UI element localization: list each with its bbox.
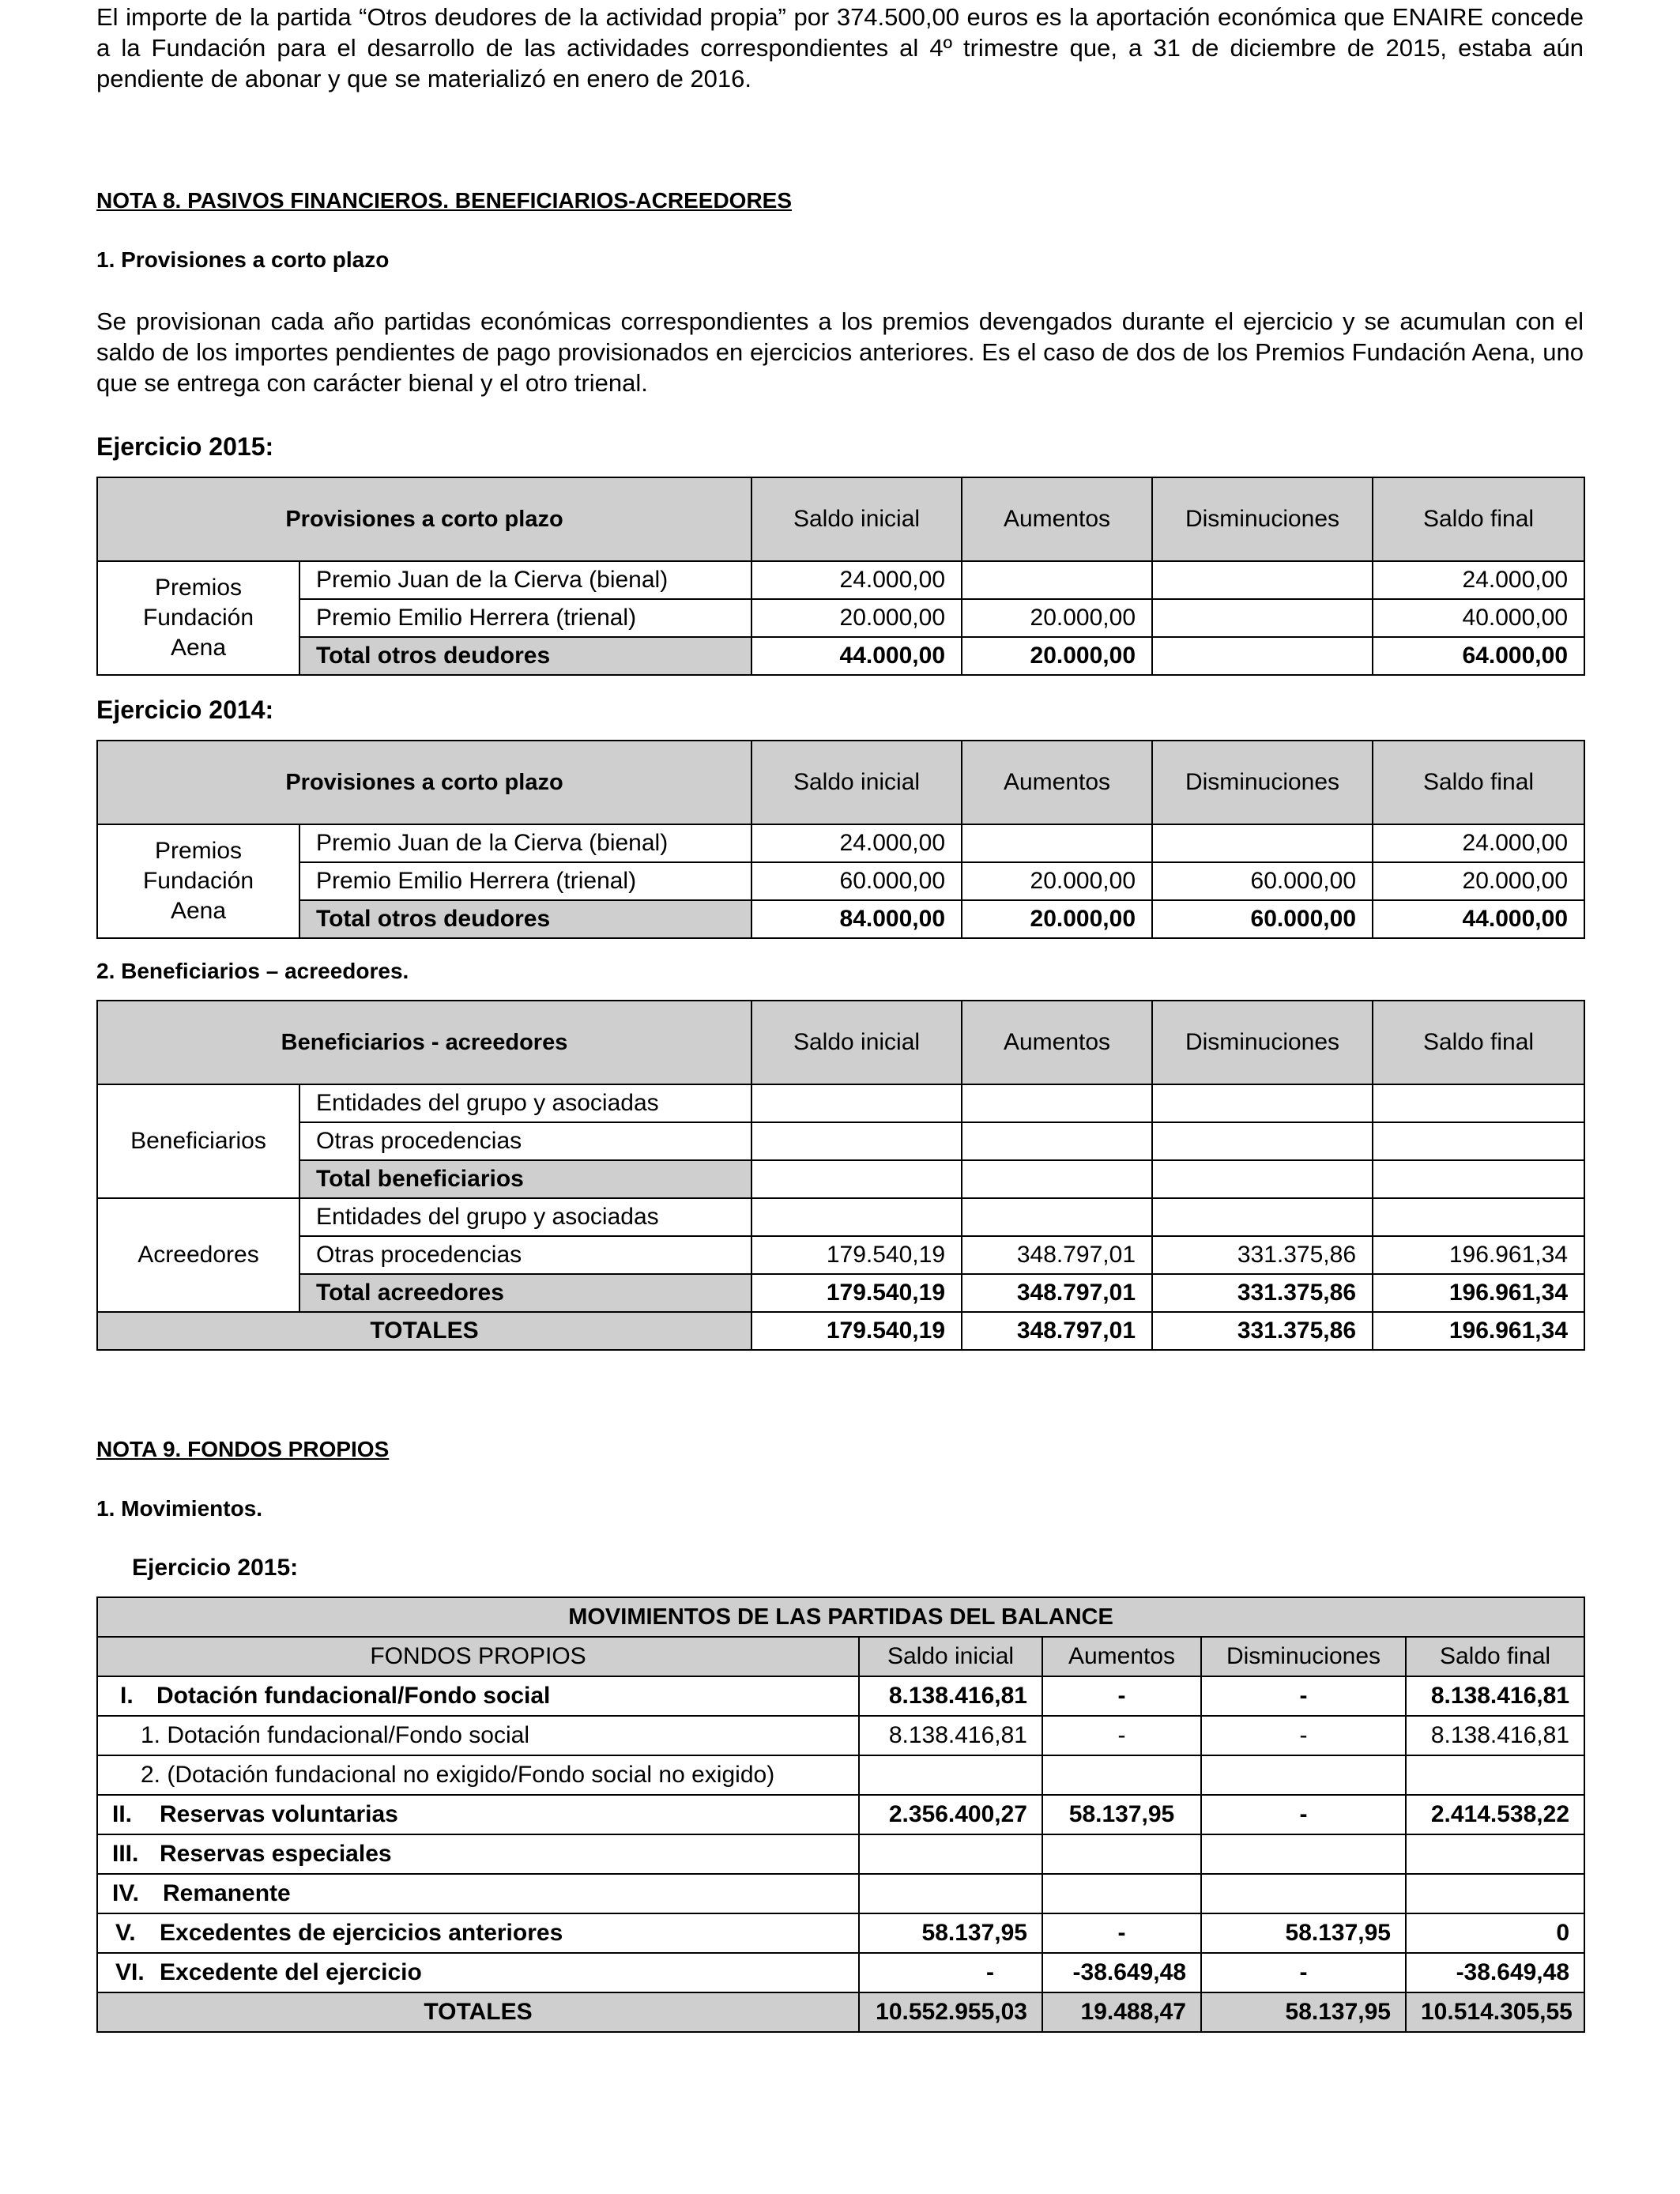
total-saldo-final: 10.514.305,55 xyxy=(1406,1992,1584,2032)
cell-aumentos xyxy=(962,1122,1152,1160)
cell-disminuciones xyxy=(1152,1084,1373,1122)
fondos-propios-table xyxy=(96,1596,1585,2033)
prov-header-disminuciones: Disminuciones xyxy=(1152,477,1373,561)
row-label-text: Reservas especiales xyxy=(160,1841,392,1867)
cell-saldo-final: 196.961,34 xyxy=(1373,1274,1584,1312)
cell-saldo-final: 64.000,00 xyxy=(1373,637,1584,675)
cell-disminuciones xyxy=(1152,1122,1373,1160)
cell-saldo-final xyxy=(1406,1755,1584,1795)
cell-disminuciones: 60.000,00 xyxy=(1152,900,1373,938)
provisiones-2014-table xyxy=(96,740,1585,939)
cell-saldo-inicial: 179.540,19 xyxy=(751,1274,962,1312)
table-row-label: Total otros deudores xyxy=(299,637,751,675)
nota8-section1-text: Se provisionan cada año partidas económicas correspondientes a los premios devengados durante el ejercicio y se acumulan con el saldo de los importes pendientes de pago provisionados en ejercicios anteriores. Es el caso de dos de los Premios Fundación Aena, uno que se entrega con carácter bienal y el otro trienal. xyxy=(96,307,1584,397)
total-saldo-inicial: 10.552.955,03 xyxy=(859,1992,1042,2032)
cell-saldo-final: 24.000,00 xyxy=(1373,824,1584,862)
total-disminuciones: 331.375,86 xyxy=(1152,1312,1373,1350)
cell-saldo-inicial: 8.138.416,81 xyxy=(859,1716,1042,1755)
total-aumentos: 348.797,01 xyxy=(962,1312,1152,1350)
cell-aumentos: - xyxy=(1042,1676,1201,1716)
row-roman-numeral: II. xyxy=(112,1801,133,1827)
benef-header-disminuciones: Disminuciones xyxy=(1152,1001,1373,1084)
cell-disminuciones: - xyxy=(1201,1795,1406,1834)
cell-aumentos: - xyxy=(1042,1716,1201,1755)
ejercicio-2014-label: Ejercicio 2014: xyxy=(96,696,274,724)
cell-disminuciones: 60.000,00 xyxy=(1152,862,1373,900)
table-row-label: Otras procedencias xyxy=(299,1122,751,1160)
total-disminuciones: 58.137,95 xyxy=(1201,1992,1406,2032)
benef-header-saldo-final: Saldo final xyxy=(1373,1001,1584,1084)
provisiones-2015-table xyxy=(96,477,1585,676)
cell-saldo-final: 44.000,00 xyxy=(1373,900,1584,938)
cell-saldo-inicial: 60.000,00 xyxy=(751,862,962,900)
prov-header-saldo-inicial: Saldo inicial xyxy=(751,477,962,561)
row-roman-numeral: I. xyxy=(120,1683,134,1709)
table-row-label xyxy=(97,1716,859,1755)
fondos-table-title: MOVIMIENTOS DE LAS PARTIDAS DEL BALANCE xyxy=(97,1597,1584,1637)
cell-saldo-inicial xyxy=(859,1874,1042,1913)
nota9-title: NOTA 9. FONDOS PROPIOS xyxy=(96,1437,390,1461)
cell-aumentos xyxy=(962,824,1152,862)
total-saldo-inicial: 179.540,19 xyxy=(751,1312,962,1350)
prov-header-aumentos: Aumentos xyxy=(962,741,1152,824)
fondos-header-disminuciones: Disminuciones xyxy=(1201,1637,1406,1676)
table-row-label: Total beneficiarios xyxy=(299,1160,751,1198)
intro-paragraph: El importe de la partida “Otros deudores de la actividad propia” por 374.500,00 euros es la aportación económica que ENAIRE concede a la Fundación para el desarrollo de las actividades correspondientes al 4º trimestre que, a 31 de diciembre de 2015, estaba aún pendiente de abonar y que se materializó en enero de 2016. xyxy=(96,3,1584,92)
cell-saldo-inicial: 2.356.400,27 xyxy=(859,1795,1042,1834)
cell-disminuciones xyxy=(1152,599,1373,637)
cell-aumentos: 58.137,95 xyxy=(1042,1795,1201,1834)
row-label-text: Excedente del ejercicio xyxy=(160,1959,422,1985)
cell-saldo-inicial: 179.540,19 xyxy=(751,1236,962,1274)
prov-group-label: Premios Fundación Aena xyxy=(97,824,299,938)
benef-header-title: Beneficiarios - acreedores xyxy=(97,1001,751,1084)
cell-disminuciones xyxy=(1152,824,1373,862)
cell-saldo-final xyxy=(1406,1874,1584,1913)
prov-header-title: Provisiones a corto plazo xyxy=(97,477,751,561)
cell-saldo-inicial xyxy=(751,1084,962,1122)
cell-disminuciones: 58.137,95 xyxy=(1201,1913,1406,1953)
cell-saldo-inicial xyxy=(751,1160,962,1198)
row-roman-numeral: VI. xyxy=(115,1959,145,1985)
nota8-section2-title: 2. Beneficiarios – acreedores. xyxy=(96,959,409,983)
cell-disminuciones: - xyxy=(1201,1953,1406,1992)
cell-saldo-final: 8.138.416,81 xyxy=(1406,1676,1584,1716)
table-row-label xyxy=(97,1913,859,1953)
cell-aumentos: 20.000,00 xyxy=(962,599,1152,637)
cell-aumentos: 20.000,00 xyxy=(962,637,1152,675)
cell-saldo-inicial: 84.000,00 xyxy=(751,900,962,938)
cell-disminuciones: - xyxy=(1201,1676,1406,1716)
cell-saldo-final: 0 xyxy=(1406,1913,1584,1953)
fondos-header-aumentos: Aumentos xyxy=(1042,1637,1201,1676)
table-row-label: Entidades del grupo y asociadas xyxy=(299,1084,751,1122)
nota9-ejercicio-label: Ejercicio 2015: xyxy=(132,1555,299,1581)
table-row-label: Premio Emilio Herrera (trienal) xyxy=(299,599,751,637)
cell-saldo-inicial: 8.138.416,81 xyxy=(859,1676,1042,1716)
table-row-label xyxy=(97,1953,859,1992)
cell-aumentos xyxy=(962,1198,1152,1236)
table-row-label: Premio Emilio Herrera (trienal) xyxy=(299,862,751,900)
benef-group-label: Beneficiarios xyxy=(97,1084,299,1198)
cell-saldo-inicial xyxy=(859,1834,1042,1874)
row-roman-numeral: V. xyxy=(115,1920,136,1946)
cell-aumentos: 348.797,01 xyxy=(962,1274,1152,1312)
table-row-label: Otras procedencias xyxy=(299,1236,751,1274)
cell-aumentos xyxy=(1042,1834,1201,1874)
cell-saldo-final: 24.000,00 xyxy=(1373,561,1584,599)
fondos-header-saldo-inicial: Saldo inicial xyxy=(859,1637,1042,1676)
nota8-title: NOTA 8. PASIVOS FINANCIEROS. BENEFICIARIOS-ACREEDORES xyxy=(96,188,793,213)
cell-disminuciones: - xyxy=(1201,1716,1406,1755)
cell-aumentos: 20.000,00 xyxy=(962,862,1152,900)
cell-saldo-final: 20.000,00 xyxy=(1373,862,1584,900)
table-row-label: Total otros deudores xyxy=(299,900,751,938)
totales-label: TOTALES xyxy=(97,1312,751,1350)
prov-header-saldo-final: Saldo final xyxy=(1373,741,1584,824)
cell-saldo-inicial: 20.000,00 xyxy=(751,599,962,637)
cell-aumentos xyxy=(1042,1874,1201,1913)
cell-saldo-inicial: 24.000,00 xyxy=(751,824,962,862)
table-row-label xyxy=(97,1795,859,1834)
prov-header-aumentos: Aumentos xyxy=(962,477,1152,561)
prov-header-disminuciones: Disminuciones xyxy=(1152,741,1373,824)
cell-aumentos: -38.649,48 xyxy=(1042,1953,1201,1992)
fondos-header-label: FONDOS PROPIOS xyxy=(97,1637,859,1676)
cell-disminuciones xyxy=(1152,561,1373,599)
cell-saldo-final: 8.138.416,81 xyxy=(1406,1716,1584,1755)
prov-header-saldo-final: Saldo final xyxy=(1373,477,1584,561)
row-label-text: 1. Dotación fundacional/Fondo social xyxy=(141,1722,529,1748)
table-row-label xyxy=(97,1874,859,1913)
benef-header-saldo-inicial: Saldo inicial xyxy=(751,1001,962,1084)
cell-saldo-final: 196.961,34 xyxy=(1373,1236,1584,1274)
table-row-label xyxy=(97,1834,859,1874)
prov-header-saldo-inicial: Saldo inicial xyxy=(751,741,962,824)
cell-saldo-inicial xyxy=(859,1755,1042,1795)
cell-disminuciones: 331.375,86 xyxy=(1152,1274,1373,1312)
cell-disminuciones: 331.375,86 xyxy=(1152,1236,1373,1274)
cell-disminuciones xyxy=(1201,1834,1406,1874)
cell-aumentos xyxy=(1042,1755,1201,1795)
cell-aumentos: - xyxy=(1042,1913,1201,1953)
cell-saldo-inicial: 58.137,95 xyxy=(859,1913,1042,1953)
table-row-label: Total acreedores xyxy=(299,1274,751,1312)
row-label-text: Remanente xyxy=(163,1880,291,1906)
cell-aumentos xyxy=(962,561,1152,599)
cell-saldo-final: 40.000,00 xyxy=(1373,599,1584,637)
cell-saldo-final: 2.414.538,22 xyxy=(1406,1795,1584,1834)
row-label-text: 2. (Dotación fundacional no exigido/Fondo social no exigido) xyxy=(141,1762,775,1788)
ejercicio-2015-label: Ejercicio 2015: xyxy=(96,432,274,461)
nota8-section1-title: 1. Provisiones a corto plazo xyxy=(96,247,390,272)
cell-disminuciones xyxy=(1201,1874,1406,1913)
cell-disminuciones xyxy=(1152,637,1373,675)
total-aumentos: 19.488,47 xyxy=(1042,1992,1201,2032)
prov-group-label: Premios Fundación Aena xyxy=(97,561,299,675)
cell-saldo-inicial: 44.000,00 xyxy=(751,637,962,675)
cell-saldo-final xyxy=(1406,1834,1584,1874)
cell-saldo-final xyxy=(1373,1122,1584,1160)
prov-header-title: Provisiones a corto plazo xyxy=(97,741,751,824)
cell-saldo-final xyxy=(1373,1198,1584,1236)
cell-disminuciones xyxy=(1152,1198,1373,1236)
acre-group-label: Acreedores xyxy=(97,1198,299,1312)
row-label-text: Reservas voluntarias xyxy=(160,1801,398,1827)
cell-aumentos xyxy=(962,1160,1152,1198)
table-row-label xyxy=(97,1755,859,1795)
row-label-text: Dotación fundacional/Fondo social xyxy=(156,1683,551,1709)
total-saldo-final: 196.961,34 xyxy=(1373,1312,1584,1350)
table-row-label: Premio Juan de la Cierva (bienal) xyxy=(299,824,751,862)
beneficiarios-acreedores-table xyxy=(96,1000,1585,1351)
row-label-text: Excedentes de ejercicios anteriores xyxy=(160,1920,563,1946)
table-row-label xyxy=(97,1676,859,1716)
cell-saldo-inicial xyxy=(751,1122,962,1160)
fondos-header-saldo-final: Saldo final xyxy=(1406,1637,1584,1676)
row-roman-numeral: III. xyxy=(112,1841,139,1867)
cell-saldo-inicial: 24.000,00 xyxy=(751,561,962,599)
cell-aumentos: 348.797,01 xyxy=(962,1236,1152,1274)
cell-saldo-final xyxy=(1373,1160,1584,1198)
cell-saldo-final: -38.649,48 xyxy=(1406,1953,1584,1992)
cell-saldo-inicial xyxy=(751,1198,962,1236)
cell-aumentos: 20.000,00 xyxy=(962,900,1152,938)
cell-disminuciones xyxy=(1201,1755,1406,1795)
nota9-section1-title: 1. Movimientos. xyxy=(96,1496,263,1521)
cell-saldo-inicial: - xyxy=(859,1953,1042,1992)
benef-header-aumentos: Aumentos xyxy=(962,1001,1152,1084)
cell-saldo-final xyxy=(1373,1084,1584,1122)
table-row-label: Entidades del grupo y asociadas xyxy=(299,1198,751,1236)
cell-aumentos xyxy=(962,1084,1152,1122)
cell-disminuciones xyxy=(1152,1160,1373,1198)
table-row-label: Premio Juan de la Cierva (bienal) xyxy=(299,561,751,599)
totales-label: TOTALES xyxy=(97,1992,859,2032)
row-roman-numeral: IV. xyxy=(112,1880,139,1906)
